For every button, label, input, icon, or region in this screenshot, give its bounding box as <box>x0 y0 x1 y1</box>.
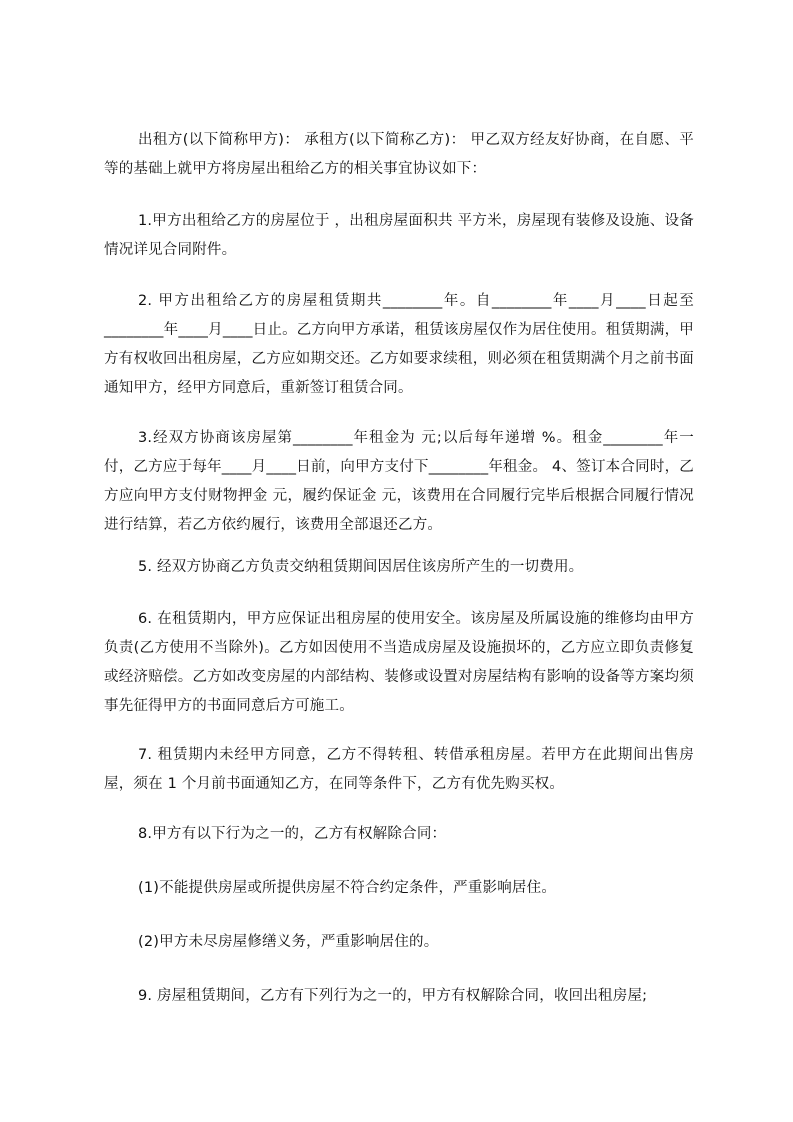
clause-9-paragraph: 9. 房屋租赁期间，乙方有下列行为之一的，甲方有权解除合同，收回出租房屋; <box>138 988 648 1004</box>
intro-paragraph: 出租方(以下简称甲方)： 承租方(以下简称乙方)： 甲乙双方经友好协商，在自愿、平等的基础上就甲方将房屋出租给乙方的相关事宜协议如下： <box>104 132 694 177</box>
clause-8-paragraph: 8.甲方有以下行为之一的，乙方有权解除合同： <box>138 826 447 842</box>
clause-8-item-2: (2)甲方未尽房屋修缮义务，严重影响居住的。 <box>138 934 439 950</box>
clause-2-paragraph: 2. 甲方出租给乙方的房屋租赁期共________年。自________年____月____日起至________年____月____日止。乙方向甲方承诺，租赁该房屋仅作为居住使用。租赁期满，甲方有权收回出租房屋，乙方应如期交还。乙方如要求续租，则必须在租赁期满个月之前书面通知甲方，经甲方同意后，重新签订租赁合同。 <box>104 293 694 396</box>
clause-1-paragraph: 1.甲方出租给乙方的房屋位于 ，出租房屋面积共 平方米，房屋现有装修及设施、设备情况详见合同附件。 <box>104 213 694 258</box>
clause-6-paragraph: 6. 在租赁期内，甲方应保证出租房屋的使用安全。该房屋及所属设施的维修均由甲方负责(乙方使用不当除外)。乙方如因使用不当造成房屋及设施损坏的，乙方应立即负责修复或经济赔偿。乙方如改变房屋的内部结构、装修或设置对房屋结构有影响的设备等方案均须事先征得甲方的书面同意后方可施工。 <box>104 611 694 714</box>
clause-8-item-1: (1)不能提供房屋或所提供房屋不符合约定条件，严重影响居住。 <box>138 880 557 896</box>
clause-3-4-paragraph: 3.经双方协商该房屋第________年租金为 元;以后每年递增 %。租金________年一付，乙方应于每年____月____日前，向甲方支付下________年租金。 4、签订本合同时，乙方应向甲方支付财物押金 元，履约保证金 元，该费用在合同履行完毕后根据合同履行情况进行结算，若乙方依约履行，该费用全部退还乙方。 <box>104 430 694 533</box>
clause-7-paragraph: 7. 租赁期内未经甲方同意，乙方不得转租、转借承租房屋。若甲方在此期间出售房屋，须在 1 个月前书面通知乙方，在同等条件下，乙方有优先购买权。 <box>104 747 694 792</box>
clause-5-paragraph: 5. 经双方协商乙方负责交纳租赁期间因居住该房所产生的一切费用。 <box>138 559 584 575</box>
